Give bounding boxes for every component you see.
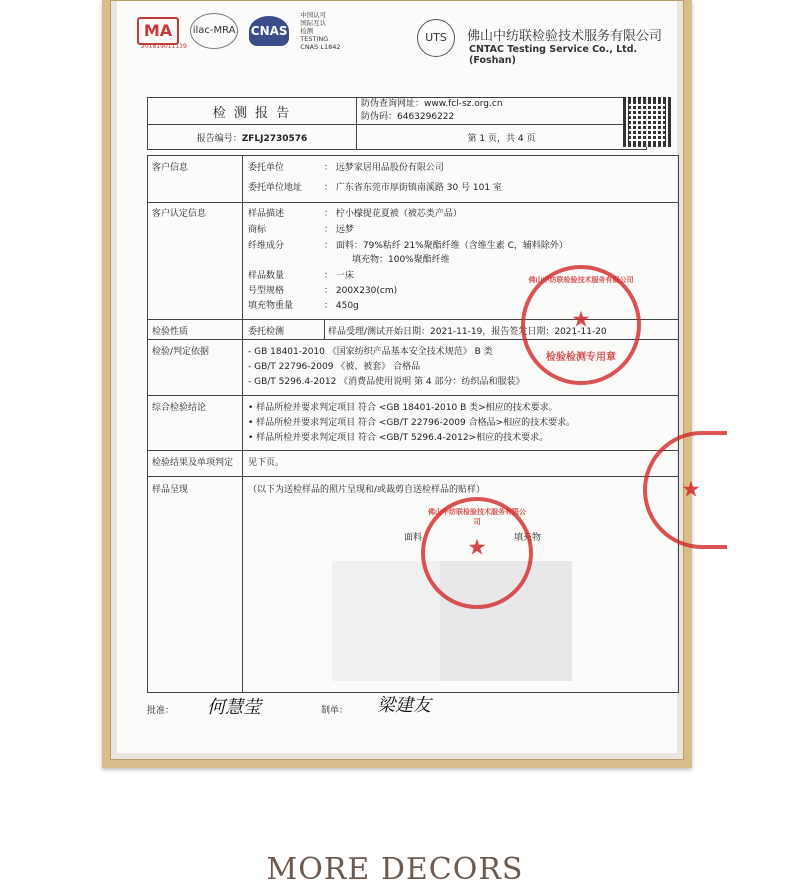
cnas-logo: CNAS (249, 16, 289, 46)
fabric-label: 面料 (404, 533, 423, 543)
prepare-label: 制单： (321, 706, 349, 716)
label-column-divider (242, 156, 243, 692)
spec: ： 200X230(cm) (324, 286, 398, 296)
conclusion-item: • 样品所检并要求判定项目 符合 <GB/T 22796-2009 合格品>相应的技术要求。 (248, 418, 576, 428)
test-dates: 样品受理/测试开始日期：2021-11-19，报告签发日期：2021-11-20 (328, 327, 607, 337)
verify-info (357, 98, 647, 125)
conclusion-item: • 样品所检并要求判定项目 符合 <GB/T 5296.4-2012>相应的技术要求。 (248, 433, 549, 443)
company-name-cn: 佛山中纺联检验技术服务有限公司 (467, 29, 663, 44)
report-number-label: 报告编号： (196, 133, 242, 144)
photo-label: 样品呈现 (152, 485, 189, 495)
verify-url: 防伪查询网址：www.fcl-sz.org.cn (361, 99, 503, 109)
quantity: ： 一床 (324, 271, 354, 281)
basis-item: - GB 18401-2010 《国家纺织产品基本安全技术规范》 B 类 (248, 347, 493, 357)
filling-label: 填充物 (514, 533, 542, 543)
divider (148, 202, 678, 203)
approve-signature: 何慧莹 (207, 697, 261, 718)
brand: ： 远梦 (324, 225, 354, 235)
fiber-composition: ： 面料：79%粘纤 21%聚酯纤维（含维生素 C，辅料除外） (324, 241, 568, 251)
conclusion-label: 综合检验结论 (152, 403, 207, 413)
report-number-cell (148, 125, 357, 150)
divider (148, 476, 678, 477)
cma-logo: MA (137, 17, 179, 45)
filling-composition: 填充物：100%聚酯纤维 (352, 255, 450, 265)
prepare-signature: 梁建友 (377, 695, 431, 716)
seal-star-icon: ★ (681, 477, 701, 503)
client-section-label: 客户信息 (152, 163, 189, 173)
client-unit-label: 委托单位 (248, 163, 285, 173)
nature: 委托检测 (248, 327, 285, 337)
basis-item: - GB/T 5296.4-2012 《消费品使用说明 第 4 部分：纺织品和服装》 (248, 377, 525, 387)
divider (148, 395, 678, 396)
basis-item: - GB/T 22796-2009 《被、被套》 合格品 (248, 362, 421, 372)
client-unit: ： 远梦家居用品股份有限公司 (324, 163, 444, 173)
sample-section-label: 客户认定信息 (152, 209, 207, 219)
conclusion-item: • 样品所检并要求判定项目 符合 <GB 18401-2010 B 类>相应的技术要求。 (248, 403, 558, 413)
approve-label: 批准： (147, 706, 175, 716)
cma-number: 201819011139 (141, 43, 187, 50)
report-header-table (147, 97, 647, 150)
inspection-seal-2 (421, 497, 533, 609)
picture-frame (102, 0, 701, 768)
company-name-en: CNTAC Testing Service Co., Ltd. (Foshan) (469, 44, 638, 66)
divider (324, 319, 325, 339)
report-number: ZFLJ2730576 (241, 133, 308, 144)
inspection-seal (521, 265, 641, 385)
seal-star-icon: ★ (467, 535, 487, 561)
qr-code (623, 97, 671, 147)
ilac-mra-logo: ilac-MRA (190, 13, 238, 49)
seal-bottom-text: 检验检测专用章 (546, 352, 616, 363)
fiber-label: 纤维成分 (248, 241, 285, 251)
client-address: ： 广东省东莞市厚街镇南溪路 30 号 101 室 (324, 183, 502, 193)
company-logo: UTS (417, 19, 455, 57)
sample-desc-label: 样品描述 (248, 209, 285, 219)
divider (148, 450, 678, 451)
results-label: 检验结果及单项判定 (152, 458, 234, 468)
client-address-label: 委托单位地址 (248, 183, 303, 193)
seal-star-icon: ★ (571, 307, 591, 333)
seal-ring-text: 佛山中纺联检验技术服务有限公司 (528, 276, 634, 284)
basis-label: 检验/判定依据 (152, 347, 210, 357)
report-paper (117, 1, 701, 753)
brand-label: 商标 (248, 225, 267, 235)
photo-note: （以下为送检样品的照片呈现和/或裁剪自送检样品的贴样） (248, 485, 486, 495)
weight-label: 填充物重量 (248, 301, 294, 311)
sample-desc: ： 柠小檬提花夏被（被芯类产品） (324, 209, 462, 219)
report-title: 检 测 报 告 (148, 98, 357, 125)
seal-ring-text: 佛山中纺联检验技术服务有限公司 (428, 508, 526, 526)
page-indicator: 第 1 页，共 4 页 (357, 125, 647, 150)
cnas-caption: 中国认可 国际互认 检测 TESTING CNAS L1842 (300, 11, 341, 51)
quantity-label: 样品数量 (248, 271, 285, 281)
weight: ： 450g (324, 301, 359, 311)
results: 见下页。 (248, 458, 285, 468)
brand-footer-title: MORE DECORS (266, 852, 524, 887)
frame-mat (110, 0, 701, 760)
spec-label: 号型规格 (248, 286, 285, 296)
nature-label: 检验性质 (152, 327, 189, 337)
verify-code: 防伪码：6463296222 (361, 112, 455, 122)
